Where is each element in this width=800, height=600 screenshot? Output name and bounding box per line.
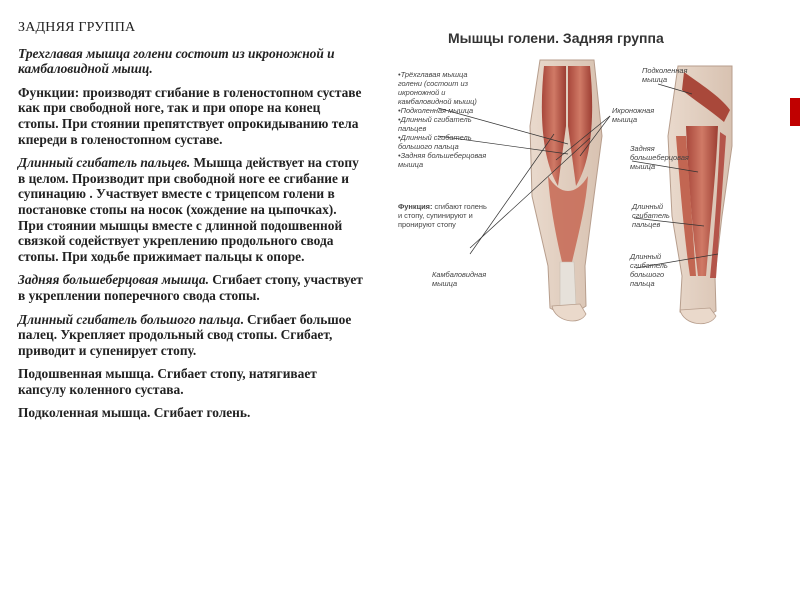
fdl-line: сгибатель <box>632 211 670 220</box>
fdl-label <box>632 202 670 229</box>
gastrocnemius-line: мышца <box>612 115 638 124</box>
function-line: пронируют стопу <box>398 220 456 229</box>
tibialis-line: Задняя <box>630 144 655 153</box>
list-line: голени (состоит из <box>398 79 469 88</box>
soleus-line: Камбаловидная <box>432 270 487 279</box>
soleus-line: мышца <box>432 279 458 288</box>
fdl-title: Длинный сгибатель пальцев. <box>18 155 191 171</box>
tibialis-label <box>630 144 689 171</box>
list-line: •Длинный сгибатель <box>398 133 472 142</box>
fhl-paragraph <box>18 312 363 359</box>
function-note <box>398 202 518 229</box>
tibialis-line: мышца <box>630 162 656 171</box>
plantaris-paragraph: Подошвенная мышца. Сгибает стопу, натягивает капсулу коленного сустава. <box>18 366 317 397</box>
fdl-line: Длинный <box>632 202 664 211</box>
muscle-list <box>398 70 508 169</box>
gastrocnemius-label <box>612 106 654 124</box>
function-line: и стопу, супинируют и <box>398 211 473 220</box>
section-heading: ЗАДНЯЯ ГРУППА <box>18 20 136 35</box>
function-text: сгибают голень <box>432 202 487 211</box>
list-line: •Длинный сгибатель <box>398 115 472 124</box>
popliteus-paragraph: Подколенная мышца. Сгибает голень. <box>18 405 251 421</box>
popliteus-line: Подколенная <box>642 66 688 75</box>
tibialis-title: Задняя большеберцовая мышца. <box>18 272 209 288</box>
list-line: икроножной и <box>398 88 446 97</box>
fhl-line: пальца <box>630 279 655 288</box>
text-column <box>18 20 363 429</box>
fhl-line: Длинный <box>630 252 662 261</box>
soleus-label <box>432 270 486 288</box>
fhl-label <box>630 252 668 288</box>
popliteus-label <box>642 66 687 84</box>
leg-superficial <box>530 60 602 321</box>
list-line: камбаловидной мышц) <box>398 97 477 106</box>
fhl-title: Длинный сгибатель большого пальца <box>18 311 241 327</box>
list-line: •Подколенная мышца <box>398 106 474 115</box>
anatomy-figure <box>380 26 770 351</box>
list-line: •Задняя большеберцовая <box>398 151 487 160</box>
tibialis-paragraph <box>18 272 363 303</box>
list-line: большого пальца <box>398 142 459 151</box>
tibialis-line: большеберцовая <box>630 153 689 162</box>
gastrocnemius-line: Икроножная <box>612 106 655 115</box>
functions-paragraph: Функции: производят сгибание в голеностопном суставе как при свободной ноге, так и при опоре на конец стопы. При стоянии препятствует опрокидыванию тела кпереди в голеностопном суставе. <box>18 84 362 147</box>
fdl-paragraph <box>18 155 363 264</box>
fhl-line: большого <box>630 270 665 279</box>
tibialis-text: Сгибает стопу, участвует в укреплении поперечного свода стопы. <box>18 272 363 303</box>
triceps-text: Трехглавая мышца голени состоит из икроножной и камбаловидной мышц. <box>18 45 335 77</box>
popliteus-line: мышца <box>642 75 668 84</box>
fhl-line: сгибатель <box>630 261 668 270</box>
leg-deep <box>668 66 732 324</box>
list-line: мышца <box>398 160 424 169</box>
fhl-text: . Сгибает большое палец. Укрепляет продольный свод стопы. Сгибает, приводит и супенирует стопу. <box>18 311 352 358</box>
list-line: пальцев <box>398 124 427 133</box>
fdl-line: пальцев <box>632 220 661 229</box>
fdl-text: Мышца действует на стопу в целом. Производит при свободной ноге ее сгибание и супинацию . Участвует вместе с трицепсом голени в постановке стопы на носок (хождение на цыпочках). При стоянии мышцы вместе с длинной подошвенной связкой содействует укреплению продольного свода стопы. При ходьбе прижимает пальцы к опоре. <box>18 155 359 264</box>
triceps-paragraph <box>18 46 363 77</box>
function-label: Функция: <box>398 202 433 211</box>
accent-bar <box>790 98 800 126</box>
list-line: •Трёхглавая мышца <box>398 70 468 79</box>
figure-title: Мышцы голени. Задняя группа <box>448 30 664 46</box>
